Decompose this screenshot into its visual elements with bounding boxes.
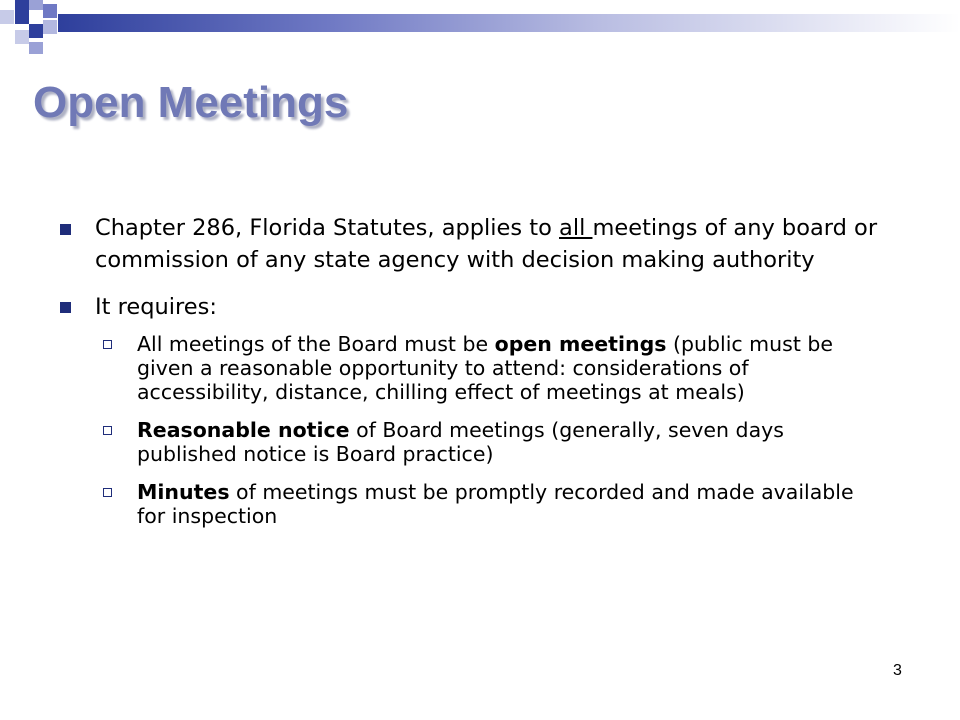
deco-square-9 [29,42,43,54]
sub-text-post: (public must be given a reasonable opportunity to attend: considerations of accessibility, distance, chilling effect of meetings at meals) [137,332,834,404]
sub-bullet-open-meetings [103,332,880,404]
deco-square-8 [15,30,29,44]
bullet-text-underlined: all [559,215,593,241]
sub-bullet-list [60,332,880,528]
hollow-square-bullet-icon [103,426,112,435]
bullet-it-requires [60,290,880,324]
hollow-square-bullet-icon [103,488,112,497]
square-bullet-icon [60,224,71,235]
slide-title: Open Meetings [33,78,349,127]
deco-square-1 [15,0,29,10]
deco-square-6 [29,24,43,38]
sub-text-post: of meetings must be promptly recorded and made available for inspection [137,480,854,528]
page-number: 3 [893,662,902,679]
deco-square-4 [15,10,29,24]
deco-square-2 [29,0,43,10]
slide-body [60,212,880,542]
sub-text-pre: All meetings of the Board must be [137,332,495,356]
sub-bullet-minutes [103,480,880,528]
sub-text-bold: Minutes [137,480,230,504]
deco-square-7 [43,20,57,34]
header-gradient-bar [58,14,960,32]
deco-square-3 [0,10,14,24]
bullet-text-pre: Chapter 286, Florida Statutes, applies to [95,215,560,241]
bullet-text: It requires: [95,294,217,320]
sub-text-bold: open meetings [494,332,667,356]
hollow-square-bullet-icon [103,340,112,349]
deco-square-5 [43,4,57,18]
square-bullet-icon [60,302,71,313]
sub-text-bold: Reasonable notice [137,418,350,442]
bullet-chapter-286 [60,212,880,276]
sub-text-post: of Board meetings (generally, seven days published notice is Board practice) [137,418,784,466]
sub-bullet-reasonable-notice [103,418,880,466]
bullet-text-post: meetings of any board or commission of any state agency with decision making authority [95,215,878,273]
